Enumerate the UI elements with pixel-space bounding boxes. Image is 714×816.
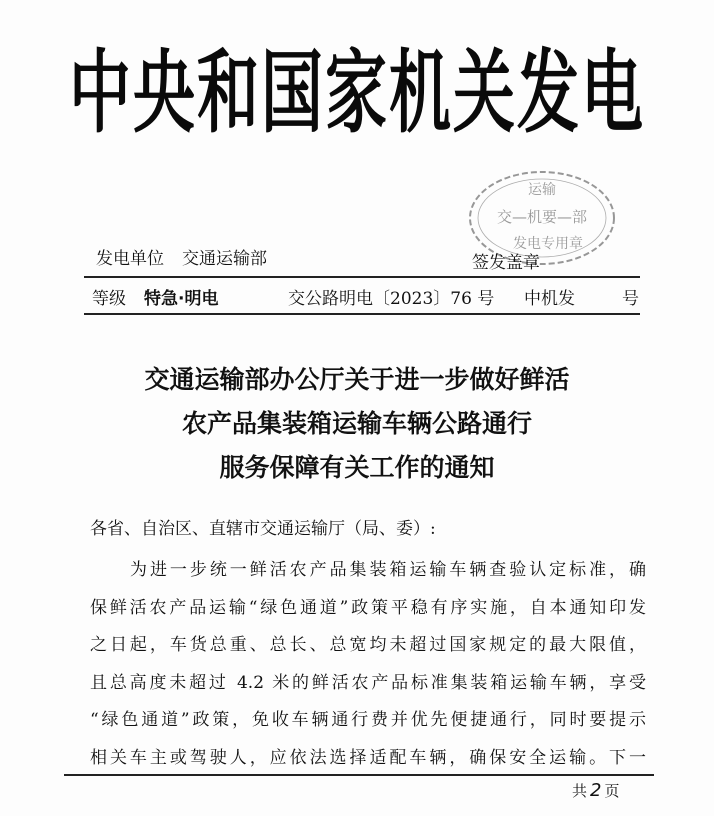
masthead-title: 中央和国家机关发电 [68,39,645,146]
number-suffix: 号 [622,289,639,309]
notice-title-line-1: 交通运输部办公厅关于进一步做好鲜活 [144,365,570,394]
sender-row [96,244,626,272]
grade-label: 等级 [92,289,126,309]
seal-bottom-text: 发电专用章 [513,236,583,252]
paragraph-line: 相关车主或驾驶人，应依法选择适配车辆，确保安全运输。下一 [90,747,646,768]
sender-label: 发电单位 [96,249,164,269]
header-divider-bottom [84,313,640,315]
salutation: 各省、自治区、直辖市交通运输厅（局、委）: [90,519,436,539]
seal-middle-text: 交—机要—部 [496,208,588,226]
grade-value: 特急·明电 [144,289,219,309]
footer-divider [64,774,654,776]
paragraph-line: 为进一步统一鲜活农产品集装箱运输车辆查验认定标准，确 [130,560,646,580]
paragraph-line: 且总高度未超过 4.2 米的鲜活农产品标准集装箱运输车辆，享受 [90,672,646,693]
center-send-label: 中机发 [524,289,575,309]
page-count-value: 2 [590,780,602,801]
grade-row [92,284,640,310]
seal-top-text: 运输 [528,182,556,198]
paragraph-line: 保鲜活农产品运输“绿色通道”政策平稳有序实施，自本通知印发 [90,597,646,618]
body-paragraph [90,552,646,777]
paragraph-line: 之日起，车货总重、总长、总宽均未超过国家规定的最大限值， [90,635,646,655]
notice-title-line-2: 农产品集装箱运输车辆公路通行 [181,409,532,438]
sign-stamp-label: 签发盖章 [472,253,540,273]
notice-title-line-3: 服务保障有关工作的通知 [219,453,495,482]
page-count-footer [572,780,619,801]
page-count-prefix: 共 [572,782,588,800]
document-number: 交公路明电〔2023〕76 号 [288,289,495,309]
header-divider-top [84,276,640,278]
paragraph-line: “绿色通道”政策，免收车辆通行费并优先便捷通行，同时要提示 [90,710,646,730]
sender-value: 交通运输部 [182,249,267,269]
page-count-suffix: 页 [604,782,620,800]
